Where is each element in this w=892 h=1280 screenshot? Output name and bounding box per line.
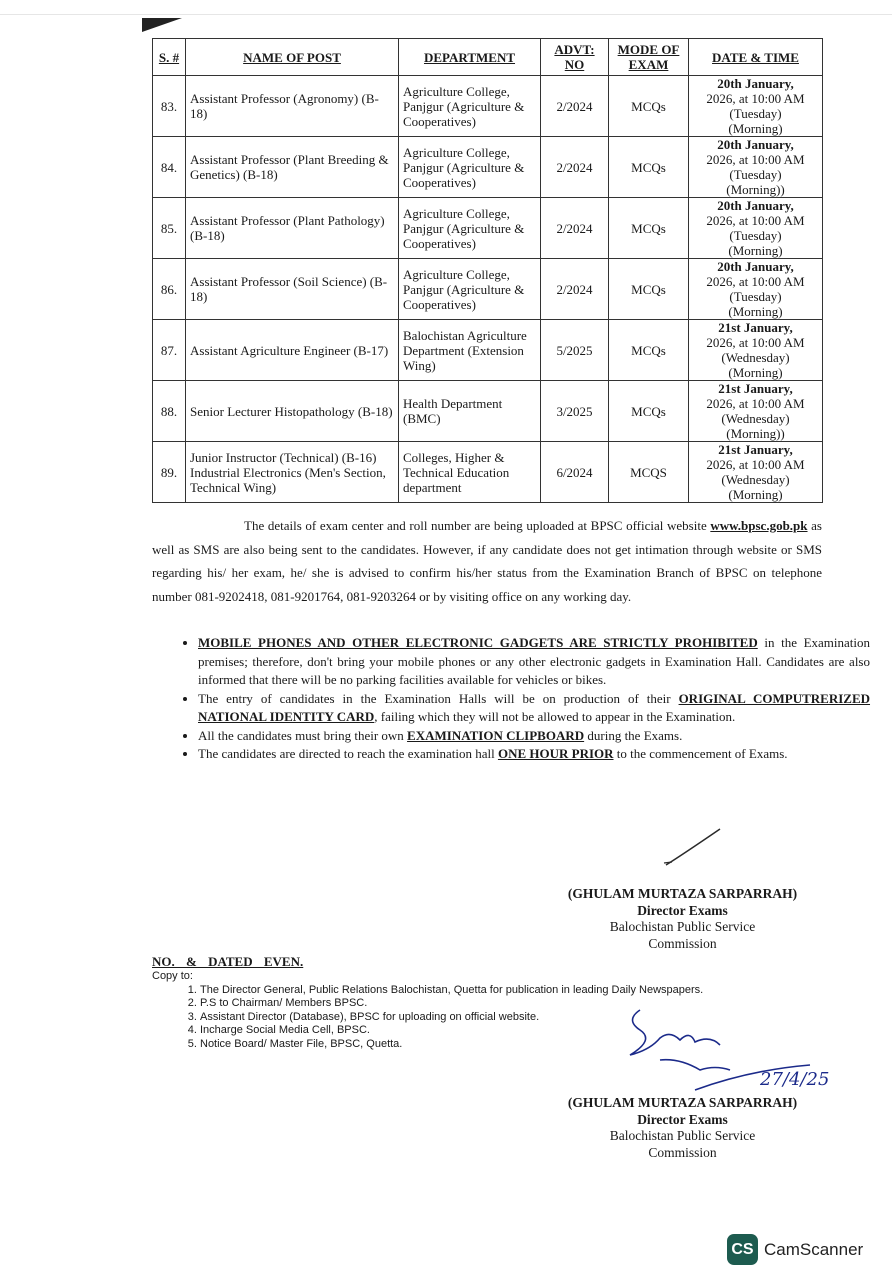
- rule-item: [198, 745, 870, 764]
- cell-date-time: [689, 320, 823, 381]
- cell-mode: MCQs: [609, 259, 689, 320]
- cell-date-time: [689, 442, 823, 503]
- date-day: (Tuesday): [729, 167, 782, 182]
- copy-to-item: 3. Assistant Director (Database), BPSC for uploading on official website.: [200, 1011, 703, 1025]
- date-date: 20th January,: [717, 198, 794, 213]
- cell-post: Junior Instructor (Technical) (B-16) Industrial Electronics (Men's Section, Technical Wing): [186, 442, 399, 503]
- cell-department: Colleges, Higher & Technical Education department: [399, 442, 541, 503]
- cell-advt: 2/2024: [541, 76, 609, 137]
- copy-to-label: Copy to:: [152, 970, 193, 982]
- signatory-name: (GHULAM MURTAZA SARPARRAH): [567, 886, 798, 901]
- rule-text-b: ORIGINAL COMPUTRERIZED NATIONAL IDENTITY CARD: [198, 690, 871, 724]
- cell-mode: MCQs: [609, 381, 689, 442]
- cell-advt: 3/2025: [541, 381, 609, 442]
- date-session: (Morning): [728, 365, 783, 380]
- date-date: 20th January,: [717, 259, 794, 274]
- cell-department: Balochistan Agriculture Department (Extension Wing): [399, 320, 541, 381]
- header-advt: ADVT: NO: [541, 39, 609, 76]
- cell-department: Agriculture College, Panjgur (Agriculture & Cooperatives): [399, 137, 541, 198]
- date-day: (Wednesday): [721, 472, 790, 487]
- header-sno: S. #: [153, 39, 186, 76]
- paragraph-text-cont: as well as SMS are also being sent to the candidates. However, if any candidate does not get intimation through website or SMS regarding his/ her exam, he/ she is advised to confirm his/her status from the Examination Branch of BPSC on telephone number 081-9202418, 081-9201764, 081-9203264 or by visiting office on any working day.: [152, 518, 822, 604]
- copy-to-item: 5. Notice Board/ Master File, BPSC, Quetta.: [200, 1038, 703, 1052]
- rule-text-c: to the commencement of Exams.: [613, 746, 788, 761]
- copy-to-item: 1. The Director General, Public Relations Balochistan, Quetta for publication in leading Daily Newspapers.: [200, 984, 703, 998]
- signatory-org: Balochistan Public Service: [609, 919, 756, 934]
- cell-advt: 5/2025: [541, 320, 609, 381]
- cell-mode: MCQs: [609, 198, 689, 259]
- cell-post: Senior Lecturer Histopathology (B-18): [186, 381, 399, 442]
- signatory-org-2: Commission: [648, 935, 717, 951]
- cell-department: Agriculture College, Panjgur (Agriculture & Cooperatives): [399, 198, 541, 259]
- rule-item: [198, 727, 870, 746]
- table-row: [153, 137, 823, 198]
- date-date: 21st January,: [718, 320, 793, 335]
- cell-date-time: [689, 198, 823, 259]
- rule-item: [198, 634, 870, 690]
- date-time: 2026, at 10:00 AM: [706, 396, 805, 411]
- cell-sno: 84.: [153, 137, 186, 198]
- rule-text-a: The candidates are directed to reach the examination hall: [198, 746, 498, 761]
- camscanner-watermark: [727, 1234, 863, 1265]
- cell-date-time: [689, 381, 823, 442]
- cell-department: Agriculture College, Panjgur (Agriculture & Cooperatives): [399, 76, 541, 137]
- copy-to-item: 4. Incharge Social Media Cell, BPSC.: [200, 1024, 703, 1038]
- table-row: [153, 320, 823, 381]
- signatory-name: (GHULAM MURTAZA SARPARRAH): [567, 1095, 798, 1110]
- date-day: (Wednesday): [721, 411, 790, 426]
- table-row: [153, 198, 823, 259]
- date-date: 20th January,: [717, 76, 794, 91]
- signatory-org-2: Commission: [648, 1144, 717, 1160]
- cell-sno: 83.: [153, 76, 186, 137]
- date-day: (Wednesday): [721, 350, 790, 365]
- cell-sno: 89.: [153, 442, 186, 503]
- cell-department: Health Department (BMC): [399, 381, 541, 442]
- page-fold-shadow: [142, 18, 182, 32]
- date-date: 20th January,: [717, 137, 794, 152]
- date-date: 21st January,: [718, 442, 793, 457]
- cell-mode: MCQS: [609, 442, 689, 503]
- date-time: 2026, at 10:00 AM: [706, 91, 805, 106]
- table-row: [153, 381, 823, 442]
- table-row: [153, 259, 823, 320]
- cell-mode: MCQs: [609, 76, 689, 137]
- date-day: (Tuesday): [729, 289, 782, 304]
- header-department: DEPARTMENT: [399, 39, 541, 76]
- cell-advt: 2/2024: [541, 137, 609, 198]
- cell-mode: MCQs: [609, 320, 689, 381]
- cell-mode: MCQs: [609, 137, 689, 198]
- rule-text-c: , failing which they will not be allowed to appear in the Examination.: [374, 709, 736, 724]
- rule-text-b: MOBILE PHONES AND OTHER ELECTRONIC GADGETS ARE STRICTLY PROHIBITED: [198, 635, 758, 650]
- date-time: 2026, at 10:00 AM: [706, 274, 805, 289]
- instructions-paragraph: [152, 514, 822, 608]
- date-time: 2026, at 10:00 AM: [706, 335, 805, 350]
- cell-date-time: [689, 259, 823, 320]
- date-day: (Tuesday): [729, 106, 782, 121]
- exam-schedule-table: [152, 38, 823, 503]
- date-time: 2026, at 10:00 AM: [706, 152, 805, 167]
- date-date: 21st January,: [718, 381, 793, 396]
- rule-text-c: during the Exams.: [584, 727, 683, 743]
- date-session: (Morning): [728, 121, 783, 136]
- signatory-title: Director Exams: [637, 1111, 728, 1127]
- header-post: NAME OF POST: [186, 39, 399, 76]
- cell-post: Assistant Professor (Plant Pathology) (B-18): [186, 198, 399, 259]
- signature-block-2: [540, 1095, 825, 1161]
- rule-text-b: EXAMINATION CLIPBOARD: [407, 727, 585, 743]
- rule-item: [198, 690, 870, 727]
- date-session: (Morning): [728, 304, 783, 319]
- copy-to-item: 2. P.S to Chairman/ Members BPSC.: [200, 997, 703, 1011]
- rule-text-c: in the Examination premises; therefore, don't bring your mobile phones or any other electronic gadgets in Examination Hall. Candidates are also informed that there will be no parking facilities available for vehicles or bikes.: [198, 635, 870, 687]
- camscanner-label: CamScanner: [764, 1239, 864, 1259]
- table-row: [153, 442, 823, 503]
- date-day: (Tuesday): [729, 228, 782, 243]
- cell-advt: 6/2024: [541, 442, 609, 503]
- date-session: (Morning)): [726, 426, 785, 441]
- cell-post: Assistant Professor (Plant Breeding & Genetics) (B-18): [186, 137, 399, 198]
- signatory-title: Director Exams: [637, 902, 728, 918]
- date-session: (Morning)): [726, 182, 785, 197]
- reference-line: NO. & DATED EVEN.: [152, 954, 304, 969]
- table-header-row: [153, 39, 823, 76]
- header-mode: MODE OF EXAM: [609, 39, 689, 76]
- cell-sno: 88.: [153, 381, 186, 442]
- rules-list: [150, 634, 870, 764]
- table-row: [153, 76, 823, 137]
- cell-advt: 2/2024: [541, 259, 609, 320]
- header-date-time: DATE & TIME: [689, 39, 823, 76]
- signatory-org: Balochistan Public Service: [609, 1128, 756, 1143]
- rule-text-b: ONE HOUR PRIOR: [497, 746, 614, 761]
- handwritten-signature: [600, 1000, 830, 1095]
- date-session: (Morning): [728, 243, 783, 258]
- rule-text-a: All the candidates must bring their own: [198, 727, 408, 743]
- cell-date-time: [689, 76, 823, 137]
- rule-text-a: The entry of candidates in the Examination Halls will be on production of their: [198, 690, 679, 706]
- cell-sno: 85.: [153, 198, 186, 259]
- paragraph-text: The details of exam center and roll number are being uploaded at BPSC official website: [244, 518, 711, 533]
- date-session: (Morning): [728, 487, 783, 502]
- cell-date-time: [689, 137, 823, 198]
- scan-edge: [0, 14, 892, 15]
- cell-post: Assistant Professor (Soil Science) (B-18): [186, 259, 399, 320]
- handwritten-date: 27/4/25: [760, 1069, 830, 1090]
- date-time: 2026, at 10:00 AM: [706, 213, 805, 228]
- cell-department: Agriculture College, Panjgur (Agriculture & Cooperatives): [399, 259, 541, 320]
- camscanner-logo-icon: CS: [727, 1234, 758, 1265]
- cell-post: Assistant Agriculture Engineer (B-17): [186, 320, 399, 381]
- cell-advt: 2/2024: [541, 198, 609, 259]
- cell-sno: 87.: [153, 320, 186, 381]
- cell-post: Assistant Professor (Agronomy) (B-18): [186, 76, 399, 137]
- date-time: 2026, at 10:00 AM: [706, 457, 805, 472]
- website-link[interactable]: www.bpsc.gob.pk: [710, 518, 808, 533]
- signature-block-1: [540, 886, 825, 952]
- signature-mark: [662, 825, 724, 870]
- cell-sno: 86.: [153, 259, 186, 320]
